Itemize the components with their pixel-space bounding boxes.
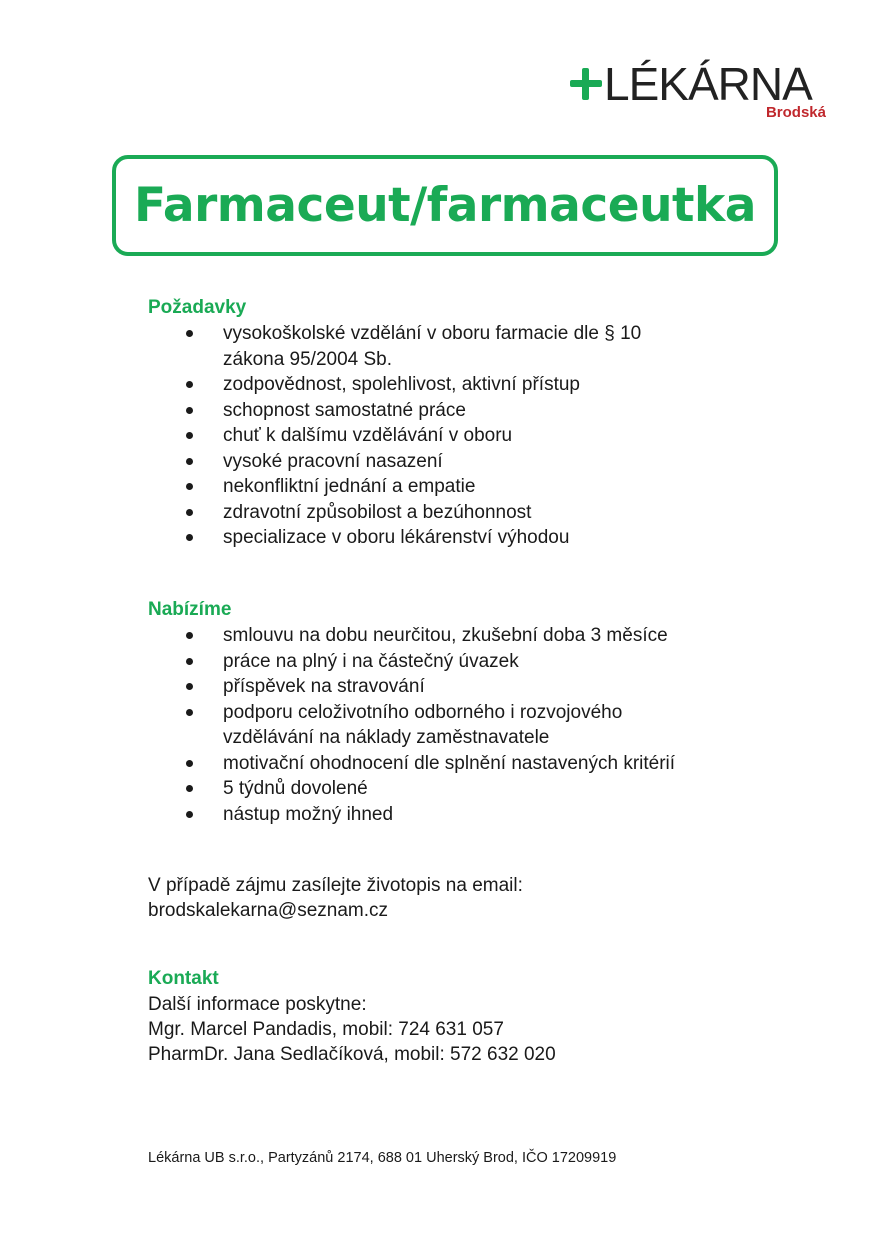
list-item-text: smlouvu na dobu neurčitou, zkušební doba 3 měsíce [223, 625, 668, 646]
list-item-text: chuť k dalšímu vzdělávání v oboru [223, 425, 513, 446]
list-item [148, 649, 788, 675]
list-item [148, 700, 788, 751]
list-item [148, 423, 788, 449]
bullet-icon [186, 785, 193, 792]
apply-line: V případě zájmu zasílejte životopis na email: [148, 875, 523, 896]
bullet-icon [186, 381, 193, 388]
list-item [148, 398, 788, 424]
bullet-icon [186, 407, 193, 414]
list-item-text: zdravotní způsobilost a bezúhonnost [223, 501, 532, 523]
logo-wordmark: LÉKÁRNA [604, 58, 812, 110]
offer-list [148, 623, 788, 827]
contact-person-2: PharmDr. Jana Sedlačíková, mobil: 572 632 020 [148, 1044, 556, 1065]
list-item [148, 321, 788, 372]
offer-heading: Nabízíme [148, 599, 232, 620]
requirements-list [148, 321, 788, 551]
list-item-text: nekonfliktní jednání a empatie [223, 476, 476, 497]
list-item-text: práce na plný i na částečný úvazek [223, 650, 519, 672]
list-item-text: nástup možný ihned [223, 803, 394, 825]
bullet-icon [186, 509, 193, 516]
list-item-text: specializace v oboru lékárenství výhodou [223, 527, 570, 548]
list-item-text: příspěvek na stravování [223, 676, 425, 697]
bullet-icon [186, 709, 193, 716]
plus-icon [570, 68, 602, 100]
list-item-text: motivační ohodnocení dle splnění nastavených kritérií [223, 752, 676, 774]
apply-text [148, 873, 523, 923]
list-item [148, 525, 788, 551]
list-item [148, 372, 788, 398]
list-item-text: podporu celoživotního odborného i rozvojového [223, 701, 623, 723]
bullet-icon [186, 432, 193, 439]
bullet-icon [186, 330, 193, 337]
logo-subtitle: Brodská [765, 104, 826, 121]
logo [568, 58, 834, 128]
list-item-text: vysokoškolské vzdělání v oboru farmacie dle § 10 [223, 323, 642, 344]
bullet-icon [186, 632, 193, 639]
bullet-icon [186, 760, 193, 767]
list-item [148, 474, 788, 500]
contact-intro: Další informace poskytne: [148, 994, 367, 1015]
list-item-text: schopnost samostatné práce [223, 399, 466, 421]
bullet-icon [186, 483, 193, 490]
list-item [148, 802, 788, 828]
bullet-icon [186, 683, 193, 690]
footer-address: Lékárna UB s.r.o., Partyzánů 2174, 688 01 Uherský Brod, IČO 17209919 [148, 1150, 617, 1166]
title-box [112, 155, 778, 256]
bullet-icon [186, 811, 193, 818]
apply-email[interactable]: brodskalekarna@seznam.cz [148, 900, 389, 921]
list-item [148, 500, 788, 526]
contact-text [148, 992, 556, 1067]
list-item [148, 674, 788, 700]
list-item-text: vysoké pracovní nasazení [223, 450, 443, 472]
contact-person-1: Mgr. Marcel Pandadis, mobil: 724 631 057 [148, 1019, 504, 1040]
bullet-icon [186, 534, 193, 541]
list-item-text-continued: zákona 95/2004 Sb. [223, 348, 393, 370]
list-item-text: zodpovědnost, spolehlivost, aktivní přístup [223, 374, 580, 395]
page-title: Farmaceut/farmaceutka [134, 178, 756, 233]
list-item [148, 623, 788, 649]
contact-heading: Kontakt [148, 968, 219, 989]
list-item-text-continued: vzdělávání na náklady zaměstnavatele [223, 727, 550, 748]
bullet-icon [186, 658, 193, 665]
requirements-heading: Požadavky [148, 297, 247, 318]
list-item [148, 776, 788, 802]
list-item-text: 5 týdnů dovolené [223, 778, 368, 799]
list-item [148, 449, 788, 475]
bullet-icon [186, 458, 193, 465]
list-item [148, 751, 788, 777]
